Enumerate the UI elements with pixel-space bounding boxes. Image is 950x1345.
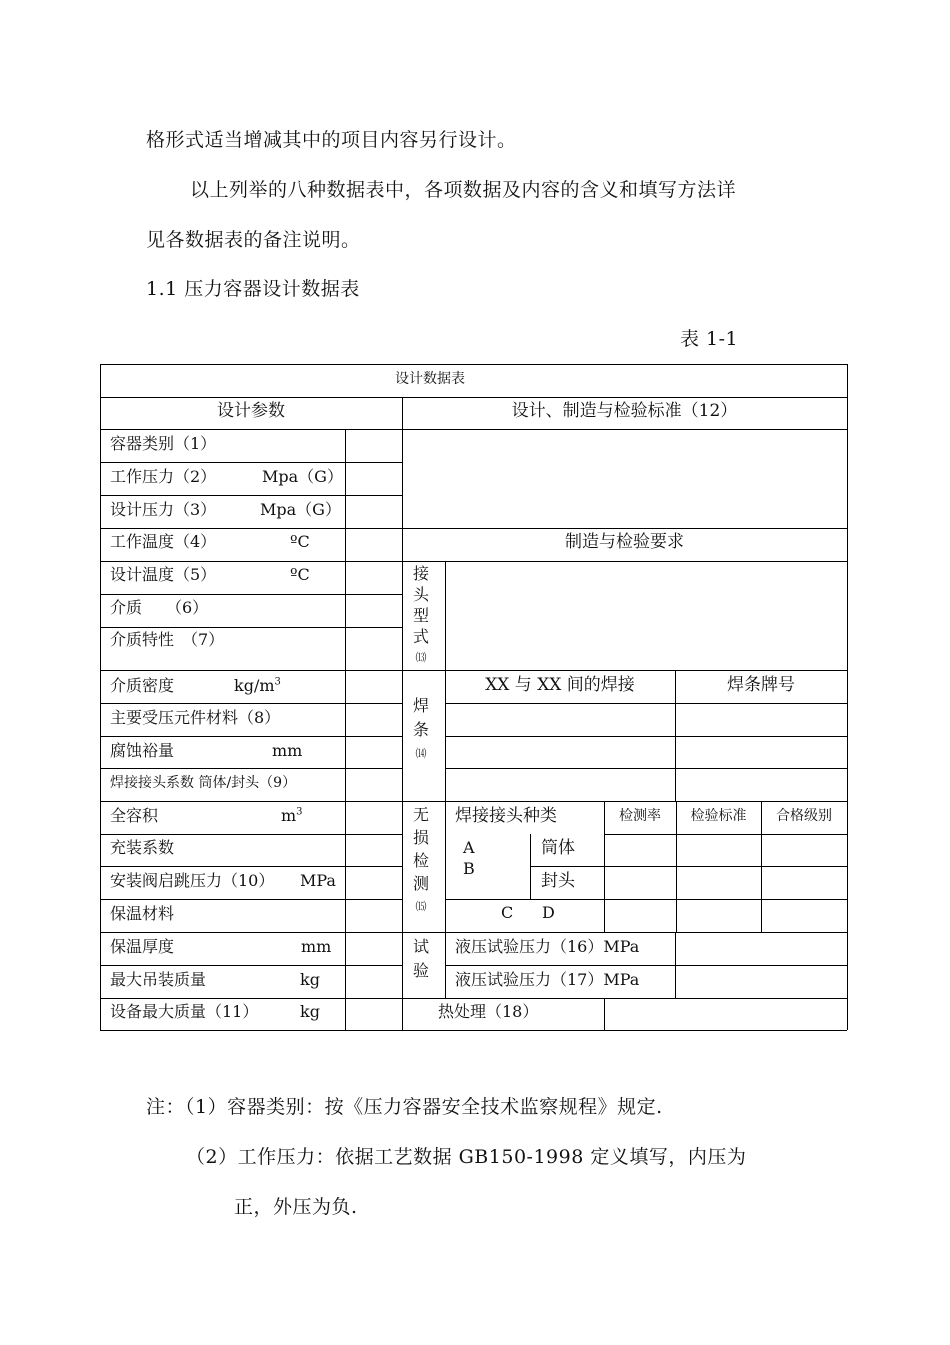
param-filling-coef: 充装系数 [110,838,175,857]
table-number: 表 1-1 [680,328,739,350]
electrode-number: ⒁ [415,747,427,760]
electrode-weld-between-header: XX 与 XX 间的焊接 [485,675,635,695]
ndt-label [409,803,433,918]
ndt-number: ⒂ [415,900,427,913]
electrode-label [409,694,433,766]
note-2-line-2: 正，外压为负. [234,1196,358,1218]
param-total-volume: 全容积 [110,806,159,825]
intro-line-2: 以上列举的八种数据表中，各项数据及内容的含义和填写方法详 [190,179,737,201]
intro-line-1: 格形式适当增减其中的项目内容另行设计。 [146,129,517,151]
intro-line-3: 见各数据表的备注说明。 [146,229,361,251]
note-1: 注：（1）容器类别：按《压力容器安全技术监察规程》规定. [146,1096,663,1118]
param-medium-density: 介质密度 [110,676,175,695]
electrode-grade-header: 焊条牌号 [727,675,795,695]
note-2-line-1: （2）工作压力：依据工艺数据 GB150-1998 定义填写，内压为 [186,1146,747,1168]
joint-type-char: 式 [412,627,429,646]
ndt-head: 封头 [541,871,575,891]
param-insulation-material: 保温材料 [110,904,175,923]
ndt-rate-header: 检测率 [619,808,661,824]
heat-treatment-label: 热处理（18） [438,1002,539,1021]
param-main-material: 主要受压元件材料（8） [110,708,281,727]
table-title: 设计数据表 [395,371,465,387]
hydro-test-17: 液压试验压力（17）MPa [455,970,640,989]
unit-corrosion: mm [272,741,303,760]
param-weld-joint-coef: 焊接接头系数 筒体/封头（9） [110,775,297,791]
param-max-equipment-mass: 设备最大质量（11） [110,1002,259,1021]
param-corrosion-allowance: 腐蚀裕量 [110,741,175,760]
joint-type-char: 头 [412,585,429,604]
ndt-standard-header: 检验标准 [690,808,747,824]
param-design-pressure: 设计压力（3） [110,500,217,519]
electrode-char: 焊 [412,696,429,715]
ndt-shell: 筒体 [541,838,575,858]
param-relief-valve-pressure: 安装阀启跳压力（10） [110,871,275,890]
ndt-char: 检 [412,851,429,870]
unit-equipment-mass: kg [300,1002,320,1021]
joint-type-char: 型 [412,606,429,625]
test-char: 验 [412,961,429,980]
unit-density-base: kg/m [234,676,275,695]
ndt-char: 无 [412,805,429,824]
ndt-grade-header: 合格级别 [776,808,832,824]
unit-lift-mass: kg [300,970,320,989]
unit-volume-exp: 3 [296,806,303,818]
unit-density [234,676,281,696]
unit-volume [281,806,303,826]
param-working-pressure: 工作压力（2） [110,467,217,486]
section-title: 1.1 压力容器设计数据表 [146,278,360,300]
ndt-category-c: C [501,903,514,922]
design-params-header: 设计参数 [217,401,285,421]
param-design-temp: 设计温度（5） [110,565,217,584]
test-char: 试 [412,937,429,956]
joint-type-char: 接 [412,564,429,583]
joint-type-number: ⒀ [415,651,427,664]
ndt-char: 损 [412,828,429,847]
joint-type-label [409,563,433,668]
ndt-category-b: B [463,859,475,878]
standards-header: 设计、制造与检验标准（12） [511,401,738,421]
unit-working-temp: ºC [290,532,310,551]
unit-design-temp: ºC [290,565,310,584]
param-max-lift-mass: 最大吊装质量 [110,970,207,989]
unit-density-exp: 3 [274,676,281,688]
param-insulation-thickness: 保温厚度 [110,937,175,956]
ndt-char: 测 [412,874,429,893]
param-working-temp: 工作温度（4） [110,532,217,551]
mfg-inspection-header: 制造与检验要求 [565,532,684,552]
param-medium: 介质 （6） [110,598,209,617]
unit-design-pressure: Mpa（G） [260,500,341,519]
param-medium-property: 介质特性 （7） [110,630,225,649]
ndt-joint-kind-header: 焊接接头种类 [455,806,557,826]
electrode-char: 条 [412,720,429,739]
param-vessel-category: 容器类别（1） [110,434,217,453]
unit-working-pressure: Mpa（G） [262,467,343,486]
unit-volume-base: m [281,806,297,825]
unit-insulation-thickness: mm [301,937,332,956]
ndt-category-a: A [463,838,475,857]
test-label [409,935,433,983]
hydro-test-16: 液压试验压力（16）MPa [455,937,640,956]
ndt-category-d: D [542,903,555,922]
unit-relief-valve: MPa [300,871,336,890]
